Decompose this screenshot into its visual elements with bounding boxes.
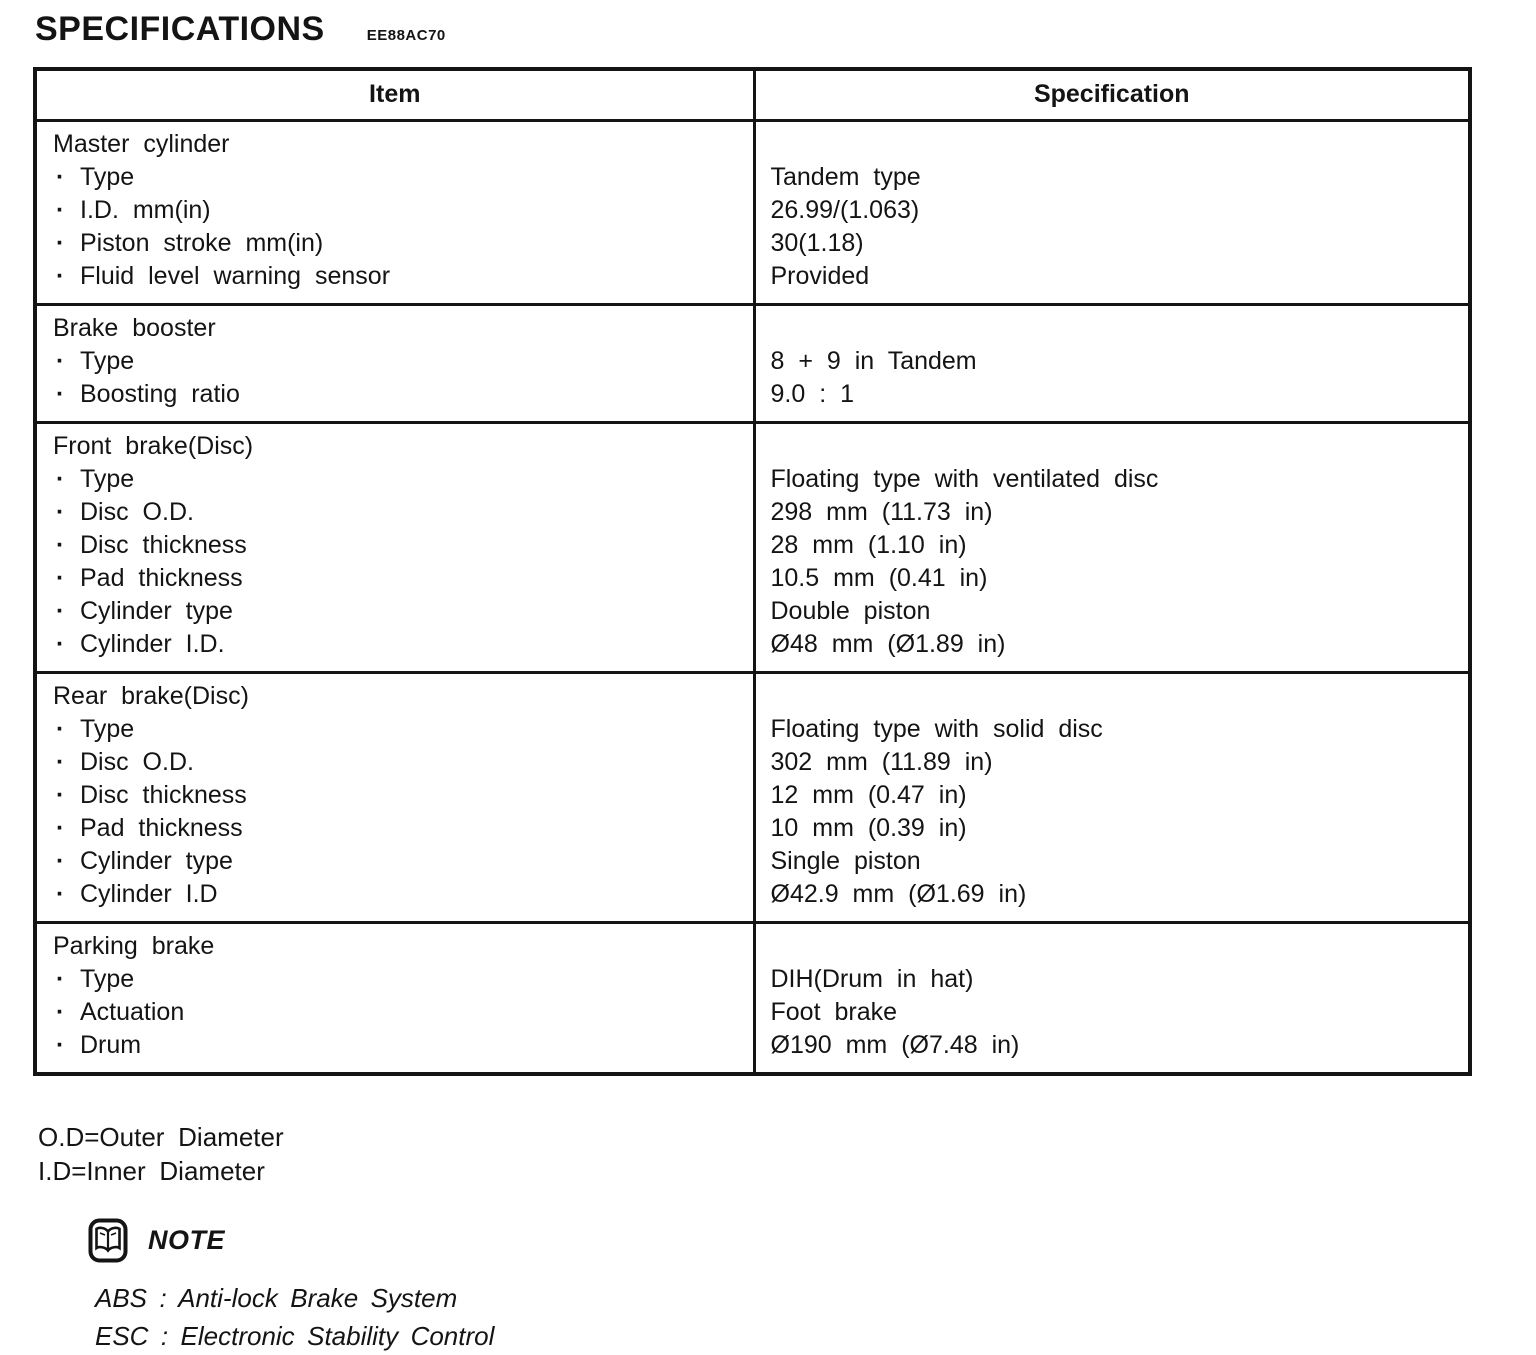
table-row-master-cylinder-specs bbox=[753, 119, 1469, 303]
page-title: SPECIFICATIONS bbox=[35, 10, 325, 48]
item-label: · Cylinder I.D. bbox=[51, 628, 739, 661]
group-title: Rear brake(Disc) bbox=[53, 682, 249, 710]
table-row-rear-brake-items bbox=[37, 671, 753, 921]
footnote-outer-diameter: O.D=Outer Diameter bbox=[38, 1122, 284, 1152]
spec-value: 10.5 mm (0.41 in) bbox=[770, 564, 988, 592]
spec-value: 26.99/(1.063) bbox=[770, 196, 920, 224]
title-row bbox=[35, 10, 1472, 49]
note-line-abs: ABS : Anti-lock Brake System bbox=[95, 1283, 458, 1313]
note-lines bbox=[95, 1279, 1472, 1355]
footnotes bbox=[38, 1120, 1472, 1188]
item-label: · Drum bbox=[51, 1029, 739, 1062]
item-label: · Pad thickness bbox=[51, 562, 739, 595]
spec-table bbox=[33, 67, 1472, 1076]
group-title: Brake booster bbox=[53, 314, 216, 342]
spec-value: 302 mm (11.89 in) bbox=[770, 748, 993, 776]
spec-value: Tandem type bbox=[770, 163, 921, 191]
table-row-parking-brake-specs bbox=[753, 921, 1469, 1072]
item-label: · Piston stroke mm(in) bbox=[51, 227, 739, 260]
item-label: · Type bbox=[51, 161, 739, 194]
spec-value: DIH(Drum in hat) bbox=[770, 965, 974, 993]
item-label: · Disc thickness bbox=[51, 529, 739, 562]
note-label: NOTE bbox=[148, 1225, 226, 1255]
section-code: EE88AC70 bbox=[366, 27, 446, 44]
table-row-rear-brake-specs bbox=[753, 671, 1469, 921]
note-block bbox=[88, 1218, 1472, 1355]
spec-value: Ø48 mm (Ø1.89 in) bbox=[770, 630, 1006, 658]
group-title: Front brake(Disc) bbox=[53, 432, 254, 460]
spec-value: Double piston bbox=[770, 597, 931, 625]
note-book-icon bbox=[88, 1218, 128, 1263]
item-label: · Cylinder type bbox=[51, 595, 739, 628]
table-row-front-brake-specs bbox=[753, 421, 1469, 671]
item-label: · Disc O.D. bbox=[51, 746, 739, 779]
spec-value: 8 + 9 in Tandem bbox=[770, 347, 977, 375]
item-label: · Fluid level warning sensor bbox=[51, 260, 739, 293]
spec-value: 28 mm (1.10 in) bbox=[770, 531, 967, 559]
table-header-specification: Specification bbox=[753, 71, 1469, 119]
spec-value: Provided bbox=[770, 262, 870, 290]
item-label: · Type bbox=[51, 463, 739, 496]
spec-value: 10 mm (0.39 in) bbox=[770, 814, 967, 842]
item-label: · Cylinder I.D bbox=[51, 878, 739, 911]
spec-value: Single piston bbox=[770, 847, 921, 875]
item-label: · Type bbox=[51, 345, 739, 378]
item-label: · Disc thickness bbox=[51, 779, 739, 812]
item-label: · Actuation bbox=[51, 996, 739, 1029]
spec-value: Foot brake bbox=[770, 998, 898, 1026]
spec-value: 30(1.18) bbox=[770, 229, 864, 257]
spec-value: 12 mm (0.47 in) bbox=[770, 781, 967, 809]
item-label: · I.D. mm(in) bbox=[51, 194, 739, 227]
group-title: Parking brake bbox=[53, 932, 215, 960]
table-row-brake-booster-specs bbox=[753, 303, 1469, 421]
item-label: · Boosting ratio bbox=[51, 378, 739, 411]
group-title: Master cylinder bbox=[53, 130, 230, 158]
table-row-parking-brake-items bbox=[37, 921, 753, 1072]
table-row-brake-booster-items bbox=[37, 303, 753, 421]
spec-value: 9.0 : 1 bbox=[770, 380, 854, 408]
footnote-inner-diameter: I.D=Inner Diameter bbox=[38, 1156, 265, 1186]
table-row-master-cylinder-items bbox=[37, 119, 753, 303]
item-label: · Type bbox=[51, 963, 739, 996]
spec-value: Ø190 mm (Ø7.48 in) bbox=[770, 1031, 1020, 1059]
spec-value: Ø42.9 mm (Ø1.69 in) bbox=[770, 880, 1027, 908]
item-label: · Type bbox=[51, 713, 739, 746]
item-label: · Pad thickness bbox=[51, 812, 739, 845]
spec-value: Floating type with ventilated disc bbox=[770, 465, 1159, 493]
table-row-front-brake-items bbox=[37, 421, 753, 671]
spec-value: Floating type with solid disc bbox=[770, 715, 1103, 743]
table-header-item: Item bbox=[369, 80, 421, 108]
item-label: · Disc O.D. bbox=[51, 496, 739, 529]
spec-value: 298 mm (11.73 in) bbox=[770, 498, 993, 526]
item-label: · Cylinder type bbox=[51, 845, 739, 878]
note-header bbox=[88, 1218, 1472, 1263]
note-line-esc: ESC : Electronic Stability Control bbox=[95, 1321, 495, 1351]
